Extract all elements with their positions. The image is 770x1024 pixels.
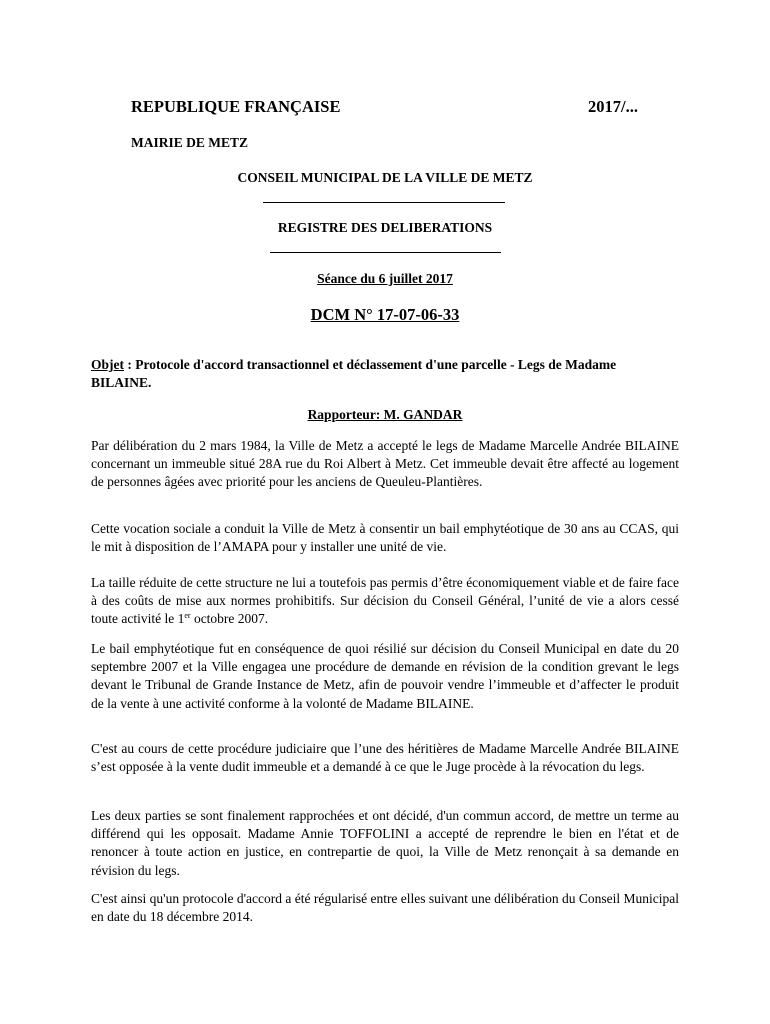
deliberation-number: 2017/... [588,97,638,116]
registre-heading: REGISTRE DES DELIBERATIONS [277,220,493,235]
divider-2 [270,252,501,253]
seance-date-text: Séance du 6 juillet 2017 [317,271,453,286]
rapporteur-text: Rapporteur: M. GANDAR [307,407,463,422]
conseil-heading: CONSEIL MUNICIPAL DE LA VILLE DE METZ [237,170,533,185]
paragraph-3 [91,574,679,629]
paragraph-1: Par délibération du 2 mars 1984, la Ville de Metz a accepté le legs de Madame Marcelle Andrée BILAINE concernant un immeuble situé 28A rue du Roi Albert à Metz. Cet immeuble devait être affecté au logement de personnes âgées avec priorité pour les anciens de Queuleu-Plantières. [91,438,679,490]
mairie-heading: MAIRIE DE METZ [131,135,249,150]
paragraph-7: C'est ainsi qu'un protocole d'accord a été régularisé entre elles suivant une délibération du Conseil Municipal en date du 18 décembre 2014. [91,891,679,925]
paragraph-5: C'est au cours de cette procédure judiciaire que l’une des héritières de Madame Marcelle Andrée BILAINE s’est opposée à la vente dudit immeuble et a demandé à ce que le Juge procède à la révocation du legs. [91,741,679,775]
paragraph-3-text-a: La taille réduite de cette structure ne lui a toutefois pas permis d’être économiquement viable et de faire face à des coûts de mise aux normes prohibitifs. Sur décision du Conseil Général, l’unité de vie a alors cessé toute activité le 1 [91,575,679,627]
objet-block [91,356,679,392]
rapporteur [91,407,679,423]
paragraph-6: Les deux parties se sont finalement rapprochées et ont décidé, d'un commun accord, de mettre un terme au différend qui les opposait. Madame Annie TOFFOLINI a accepté de reprendre le bien en l'état et de renoncer à toute action en justice, en contrepartie de quoi, la Ville de Metz renonçait à sa demande en révision du legs. [91,808,679,878]
paragraph-4: Le bail emphytéotique fut en conséquence de quoi résilié sur décision du Conseil Municipal en date du 20 septembre 2007 et la Ville engagea une procédure de demande en révision de la condition grevant le legs devant le Tribunal de Grande Instance de Metz, afin de pouvoir vendre l’immeuble et d’affecter le produit de la vente à une activité conforme à la volonté de Madame BILAINE. [91,641,679,711]
paragraph-3-text-b: octobre 2007. [190,611,269,627]
paragraph-3-superscript: er [184,611,191,621]
seance-date [91,271,679,287]
objet-text: : Protocole d'accord transactionnel et déclassement d'une parcelle - Legs de Madame BILAINE. [91,357,617,390]
republique-heading: REPUBLIQUE FRANÇAISE [131,97,341,116]
dcm-number [91,305,679,325]
divider-1 [263,202,505,203]
paragraph-2: Cette vocation sociale a conduit la Ville de Metz à consentir un bail emphytéotique de 30 ans au CCAS, qui le mit à disposition de l’AMAPA pour y installer une unité de vie. [91,521,679,555]
dcm-number-text: DCM N° 17-07-06-33 [310,305,460,324]
objet-label: Objet [91,357,124,372]
